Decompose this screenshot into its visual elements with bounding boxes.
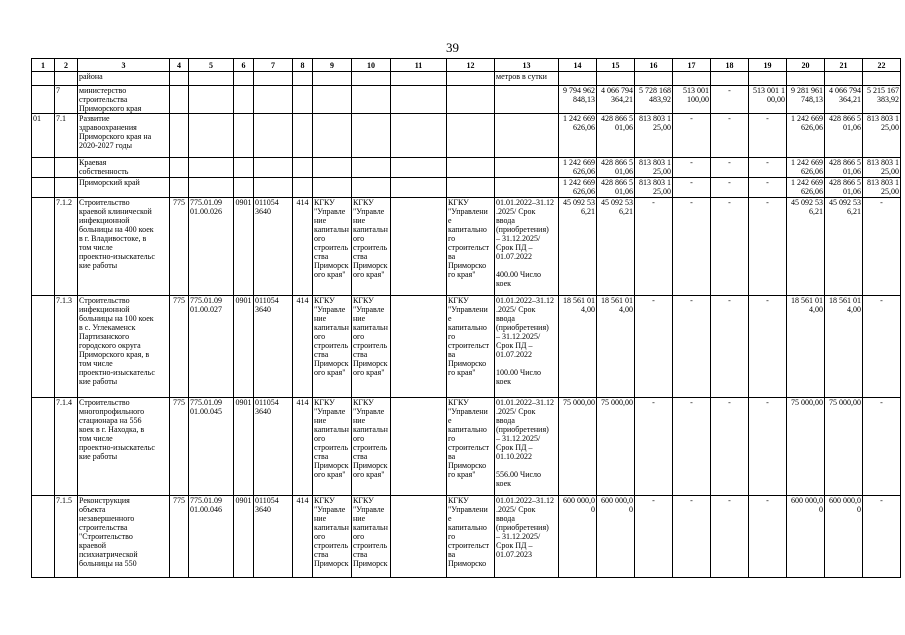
table-row (32, 296, 901, 398)
cell-col-19: 513 001 1 00,00 (749, 86, 787, 114)
cell-col-13 (495, 158, 559, 178)
cell-col-12: КГКУ "Управлени е капитально го строительст ва Приморско го края" (447, 198, 495, 296)
cell-col-8: 414 (293, 198, 313, 296)
cell-col-16: 5 728 168 483,92 (635, 86, 673, 114)
cell-col-13: метров в сутки (495, 72, 559, 86)
cell-col-1 (32, 496, 55, 578)
cell-col-9 (313, 86, 352, 114)
table-row (32, 198, 901, 296)
cell-col-1 (32, 398, 55, 496)
cell-col-18: - (711, 178, 749, 198)
cell-col-20 (787, 72, 825, 86)
cell-col-10 (352, 114, 391, 158)
cell-col-22: - (863, 198, 901, 296)
cell-col-12: КГКУ "Управлени е капитально го строительст ва Приморско го края" (447, 296, 495, 398)
cell-col-2: 7.1 (55, 114, 78, 158)
cell-col-19: - (749, 198, 787, 296)
cell-col-22 (863, 72, 901, 86)
cell-col-6: 0901 (234, 296, 254, 398)
cell-col-17: - (673, 296, 711, 398)
cell-col-12 (447, 86, 495, 114)
cell-col-20: 1 242 669 626,06 (787, 178, 825, 198)
cell-col-15: 18 561 01 4,00 (597, 296, 635, 398)
cell-col-3: Приморский край (78, 178, 170, 198)
cell-col-3: Развитие здравоохранения Приморского края на 2020-2027 годы (78, 114, 170, 158)
cell-col-1 (32, 72, 55, 86)
cell-col-18: - (711, 158, 749, 178)
cell-col-14: 18 561 01 4,00 (559, 296, 597, 398)
cell-col-9 (313, 178, 352, 198)
cell-col-2: 7.1.2 (55, 198, 78, 296)
cell-col-13: 01.01.2022–31.12 .2025/ Срок ввода (приобретения) – 31.12.2025/ Срок ПД – 01.07.2022 400.00 Число коек (495, 198, 559, 296)
budget-table (31, 58, 901, 578)
cell-col-17: - (673, 496, 711, 578)
cell-col-21: 428 866 5 01,06 (825, 158, 863, 178)
cell-col-21 (825, 72, 863, 86)
cell-col-4 (170, 178, 189, 198)
column-header-8: 8 (293, 59, 313, 72)
cell-col-22: - (863, 398, 901, 496)
cell-col-2: 7.1.3 (55, 296, 78, 398)
cell-col-21: 4 066 794 364,21 (825, 86, 863, 114)
cell-col-18: - (711, 296, 749, 398)
cell-col-16 (635, 72, 673, 86)
cell-col-21: 428 866 5 01,06 (825, 178, 863, 198)
cell-col-13: 01.01.2022–31.12 .2025/ Срок ввода (приобретения) – 31.12.2025/ Срок ПД – 01.07.2023 (495, 496, 559, 578)
cell-col-8: 414 (293, 496, 313, 578)
column-header-10: 10 (352, 59, 391, 72)
column-header-9: 9 (313, 59, 352, 72)
cell-col-9: КГКУ "Управле ние капитальн ого строитель ства Приморск ого края" (313, 296, 352, 398)
cell-col-1: 01 (32, 114, 55, 158)
column-header-6: 6 (234, 59, 254, 72)
cell-col-6 (234, 158, 254, 178)
cell-col-18: - (711, 198, 749, 296)
cell-col-3: Строительство многопрофильного стационара на 556 коек в г. Находка, в том числе проектно-изыскательс кие работы (78, 398, 170, 496)
cell-col-4 (170, 86, 189, 114)
cell-col-16: 813 803 1 25,00 (635, 178, 673, 198)
cell-col-15: 428 866 5 01,06 (597, 178, 635, 198)
cell-col-6: 0901 (234, 496, 254, 578)
cell-col-9 (313, 72, 352, 86)
cell-col-11 (391, 178, 447, 198)
cell-col-4 (170, 72, 189, 86)
cell-col-19: - (749, 296, 787, 398)
cell-col-11 (391, 72, 447, 86)
table-row (32, 496, 901, 578)
column-header-1: 1 (32, 59, 55, 72)
column-header-7: 7 (254, 59, 293, 72)
cell-col-20: 45 092 53 6,21 (787, 198, 825, 296)
cell-col-11 (391, 398, 447, 496)
table-row (32, 398, 901, 496)
cell-col-6: 0901 (234, 398, 254, 496)
cell-col-4: 775 (170, 198, 189, 296)
cell-col-19: - (749, 398, 787, 496)
cell-col-8 (293, 178, 313, 198)
cell-col-20: 1 242 669 626,06 (787, 114, 825, 158)
cell-col-16: 813 803 1 25,00 (635, 114, 673, 158)
cell-col-21: 45 092 53 6,21 (825, 198, 863, 296)
cell-col-5 (189, 158, 234, 178)
cell-col-17: - (673, 158, 711, 178)
cell-col-4: 775 (170, 398, 189, 496)
column-header-20: 20 (787, 59, 825, 72)
cell-col-3: Строительство инфекционной больницы на 100 коек в с. Углекаменск Партизанского городского округа Приморского края, в том числе проектно-изыскательс кие работы (78, 296, 170, 398)
cell-col-15: 600 000,0 0 (597, 496, 635, 578)
cell-col-11 (391, 114, 447, 158)
cell-col-18: - (711, 496, 749, 578)
column-header-4: 4 (170, 59, 189, 72)
cell-col-2: 7.1.5 (55, 496, 78, 578)
cell-col-7 (254, 114, 293, 158)
column-header-3: 3 (78, 59, 170, 72)
cell-col-4 (170, 114, 189, 158)
cell-col-9: КГКУ "Управле ние капитальн ого строитель ства Приморск ого края" (313, 398, 352, 496)
column-header-17: 17 (673, 59, 711, 72)
cell-col-11 (391, 496, 447, 578)
cell-col-5: 775.01.09 01.00.046 (189, 496, 234, 578)
cell-col-8: 414 (293, 398, 313, 496)
cell-col-14: 1 242 669 626,06 (559, 114, 597, 158)
cell-col-13 (495, 114, 559, 158)
cell-col-15 (597, 72, 635, 86)
cell-col-7 (254, 86, 293, 114)
cell-col-22: 813 803 1 25,00 (863, 158, 901, 178)
cell-col-12 (447, 114, 495, 158)
cell-col-22: - (863, 496, 901, 578)
cell-col-11 (391, 158, 447, 178)
column-header-16: 16 (635, 59, 673, 72)
cell-col-15: 428 866 5 01,06 (597, 114, 635, 158)
column-header-18: 18 (711, 59, 749, 72)
cell-col-3: Строительство краевой клинической инфекционной больницы на 400 коек в г. Владивостоке, в том числе проектно-изыскательс кие работы (78, 198, 170, 296)
cell-col-16: - (635, 496, 673, 578)
cell-col-8 (293, 86, 313, 114)
cell-col-14: 45 092 53 6,21 (559, 198, 597, 296)
table-row (32, 72, 901, 86)
cell-col-11 (391, 198, 447, 296)
cell-col-4 (170, 158, 189, 178)
table-row (32, 158, 901, 178)
cell-col-10 (352, 86, 391, 114)
cell-col-9: КГКУ "Управле ние капитальн ого строитель ства Приморск ого края" (313, 198, 352, 296)
cell-col-7: 011054 3640 (254, 496, 293, 578)
cell-col-7 (254, 178, 293, 198)
cell-col-12: КГКУ "Управлени е капитально го строительст ва Приморско го края" (447, 398, 495, 496)
cell-col-5 (189, 72, 234, 86)
cell-col-17: 513 001 100,00 (673, 86, 711, 114)
page-number: 39 (446, 40, 459, 55)
cell-col-14: 1 242 669 626,06 (559, 158, 597, 178)
cell-col-3: Краевая собственность (78, 158, 170, 178)
cell-col-16: - (635, 296, 673, 398)
cell-col-14: 600 000,0 0 (559, 496, 597, 578)
cell-col-6 (234, 86, 254, 114)
column-header-2: 2 (55, 59, 78, 72)
cell-col-8 (293, 158, 313, 178)
cell-col-7 (254, 72, 293, 86)
cell-col-2 (55, 158, 78, 178)
cell-col-1 (32, 86, 55, 114)
cell-col-21: 75 000,00 (825, 398, 863, 496)
cell-col-10 (352, 158, 391, 178)
cell-col-17: - (673, 114, 711, 158)
cell-col-20: 600 000,0 0 (787, 496, 825, 578)
cell-col-3: министерство строительства Приморского края (78, 86, 170, 114)
cell-col-16: 813 803 1 25,00 (635, 158, 673, 178)
cell-col-20: 1 242 669 626,06 (787, 158, 825, 178)
table-row (32, 86, 901, 114)
cell-col-6 (234, 114, 254, 158)
cell-col-21: 428 866 5 01,06 (825, 114, 863, 158)
column-header-15: 15 (597, 59, 635, 72)
cell-col-8: 414 (293, 296, 313, 398)
cell-col-19: - (749, 114, 787, 158)
cell-col-21: 600 000,0 0 (825, 496, 863, 578)
column-header-13: 13 (495, 59, 559, 72)
cell-col-22: 5 215 167 383,92 (863, 86, 901, 114)
cell-col-7: 011054 3640 (254, 398, 293, 496)
cell-col-6 (234, 178, 254, 198)
cell-col-12 (447, 178, 495, 198)
cell-col-10: КГКУ "Управле ние капитальн ого строитель ства Приморск ого края" (352, 296, 391, 398)
cell-col-10: КГКУ "Управле ние капитальн ого строитель ства Приморск (352, 496, 391, 578)
column-header-14: 14 (559, 59, 597, 72)
cell-col-10 (352, 178, 391, 198)
cell-col-12: КГКУ "Управлени е капитально го строительст ва Приморско (447, 496, 495, 578)
cell-col-17: - (673, 178, 711, 198)
cell-col-16: - (635, 198, 673, 296)
cell-col-13: 01.01.2022–31.12 .2025/ Срок ввода (приобретения) – 31.12.2025/ Срок ПД – 01.07.2022 100.00 Число коек (495, 296, 559, 398)
cell-col-1 (32, 198, 55, 296)
cell-col-14 (559, 72, 597, 86)
cell-col-12 (447, 158, 495, 178)
cell-col-2: 7.1.4 (55, 398, 78, 496)
cell-col-5 (189, 114, 234, 158)
cell-col-11 (391, 296, 447, 398)
cell-col-21: 18 561 01 4,00 (825, 296, 863, 398)
cell-col-10: КГКУ "Управле ние капитальн ого строитель ства Приморск ого края" (352, 198, 391, 296)
cell-col-15: 45 092 53 6,21 (597, 198, 635, 296)
cell-col-17: - (673, 198, 711, 296)
cell-col-20: 75 000,00 (787, 398, 825, 496)
cell-col-8 (293, 72, 313, 86)
cell-col-10: КГКУ "Управле ние капитальн ого строитель ства Приморск ого края" (352, 398, 391, 496)
column-header-19: 19 (749, 59, 787, 72)
cell-col-17 (673, 72, 711, 86)
column-header-22: 22 (863, 59, 901, 72)
table-row (32, 178, 901, 198)
cell-col-3: Реконструкция объекта незавершенного строительства "Строительство краевой психиатрической больницы на 550 (78, 496, 170, 578)
cell-col-7 (254, 158, 293, 178)
cell-col-13: 01.01.2022–31.12 .2025/ Срок ввода (приобретения) – 31.12.2025/ Срок ПД – 01.10.2022 556.00 Число коек (495, 398, 559, 496)
cell-col-22: 813 803 1 25,00 (863, 114, 901, 158)
cell-col-17: - (673, 398, 711, 496)
cell-col-2 (55, 72, 78, 86)
cell-col-9 (313, 114, 352, 158)
cell-col-1 (32, 178, 55, 198)
cell-col-19: - (749, 178, 787, 198)
cell-col-2 (55, 178, 78, 198)
cell-col-1 (32, 158, 55, 178)
column-header-12: 12 (447, 59, 495, 72)
cell-col-7: 011054 3640 (254, 198, 293, 296)
cell-col-19: - (749, 496, 787, 578)
cell-col-14: 9 794 962 848,13 (559, 86, 597, 114)
cell-col-11 (391, 86, 447, 114)
cell-col-15: 428 866 5 01,06 (597, 158, 635, 178)
cell-col-19: - (749, 158, 787, 178)
cell-col-5: 775.01.09 01.00.027 (189, 296, 234, 398)
cell-col-13 (495, 86, 559, 114)
cell-col-1 (32, 296, 55, 398)
cell-col-7: 011054 3640 (254, 296, 293, 398)
cell-col-15: 4 066 794 364,21 (597, 86, 635, 114)
cell-col-19 (749, 72, 787, 86)
cell-col-9: КГКУ "Управле ние капитальн ого строитель ства Приморск (313, 496, 352, 578)
cell-col-5 (189, 178, 234, 198)
cell-col-6: 0901 (234, 198, 254, 296)
cell-col-22: 813 803 1 25,00 (863, 178, 901, 198)
cell-col-4: 775 (170, 496, 189, 578)
cell-col-13 (495, 178, 559, 198)
column-header-5: 5 (189, 59, 234, 72)
cell-col-12 (447, 72, 495, 86)
cell-col-3: района (78, 72, 170, 86)
header-row (32, 59, 901, 72)
cell-col-15: 75 000,00 (597, 398, 635, 496)
cell-col-20: 18 561 01 4,00 (787, 296, 825, 398)
cell-col-5: 775.01.09 01.00.045 (189, 398, 234, 496)
cell-col-4: 775 (170, 296, 189, 398)
cell-col-6 (234, 72, 254, 86)
cell-col-18: - (711, 86, 749, 114)
table-row (32, 114, 901, 158)
column-header-21: 21 (825, 59, 863, 72)
cell-col-18: - (711, 114, 749, 158)
cell-col-22: - (863, 296, 901, 398)
cell-col-10 (352, 72, 391, 86)
cell-col-18 (711, 72, 749, 86)
column-header-11: 11 (391, 59, 447, 72)
cell-col-14: 1 242 669 626,06 (559, 178, 597, 198)
cell-col-2: 7 (55, 86, 78, 114)
cell-col-16: - (635, 398, 673, 496)
cell-col-20: 9 281 961 748,13 (787, 86, 825, 114)
cell-col-8 (293, 114, 313, 158)
cell-col-18: - (711, 398, 749, 496)
cell-col-5 (189, 86, 234, 114)
cell-col-5: 775.01.09 01.00.026 (189, 198, 234, 296)
cell-col-9 (313, 158, 352, 178)
cell-col-14: 75 000,00 (559, 398, 597, 496)
